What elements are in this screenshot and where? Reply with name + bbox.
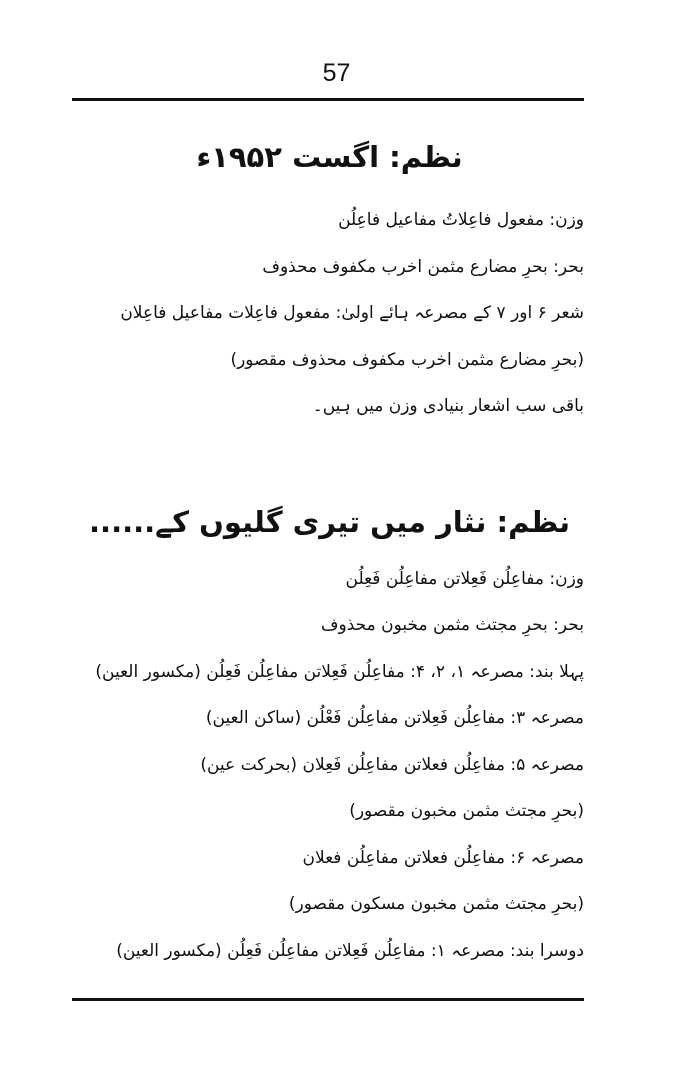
section-august-1952 [75, 135, 584, 430]
section-heading: نظم: نثار میں تیری گلیوں کے...... [89, 504, 570, 539]
top-divider [72, 98, 584, 101]
stanza-1-line: پہلا بند: مصرعہ ۱، ۲، ۴: مفاعِلُن فَعِلاتن مفاعِلُن فَعِلُن (مکسور العین) [95, 661, 584, 682]
page-body [75, 135, 584, 974]
meter-line: وزن: مفعول فاعِلاتُ مفاعیل فاعِلُن [338, 210, 584, 230]
bahr-line: بحر: بحرِ مجتث مثمن مخبون محذوف [320, 615, 584, 635]
misra-6-note: (بحرِ مجتث مثمن مخبون مسکون مقصور) [288, 894, 584, 914]
misra-3-line: مصرعہ ۳: مفاعِلُن فَعِلاتن مفاعِلُن فَعْلُن (ساکن العین) [205, 708, 584, 728]
misra-5-note: (بحرِ مجتث مثمن مخبون مقصور) [349, 801, 584, 821]
remark-line: باقی سب اشعار بنیادی وزن میں ہیں۔ [312, 396, 584, 416]
bahr-line: بحر: بحرِ مضارع مثمن اخرب مکفوف محذوف [262, 256, 584, 277]
variant-note: (بحرِ مضارع مثمن اخرب مکفوف محذوف مقصور) [230, 349, 584, 370]
section-heading: نظم: اگست ۱۹۵۲ء [196, 140, 463, 174]
stanza-2-line: دوسرا بند: مصرعہ ۱: مفاعِلُن فَعِلاتن مفاعِلُن فَعِلُن (مکسور العین) [116, 940, 584, 961]
page-number: 57 [322, 59, 351, 87]
misra-6-line: مصرعہ ۶: مفاعِلُن فعلاتن مفاعِلُن فعلان [302, 847, 584, 868]
misra-5-line: مصرعہ ۵: مفاعِلُن فعلاتن مفاعِلُن فَعِلان (بحرکت عین) [200, 754, 584, 775]
section-nisar-main-teri-galiyon [75, 500, 584, 975]
meter-line: وزن: مفاعِلُن فَعِلاتن مفاعِلُن فَعِلُن [345, 568, 584, 589]
variant-line: شعر ۶ اور ۷ کے مصرعہ ہائے اولیٰ: مفعول فاعِلات مفاعیل فاعِلان [120, 303, 584, 323]
bottom-divider [72, 998, 584, 1001]
